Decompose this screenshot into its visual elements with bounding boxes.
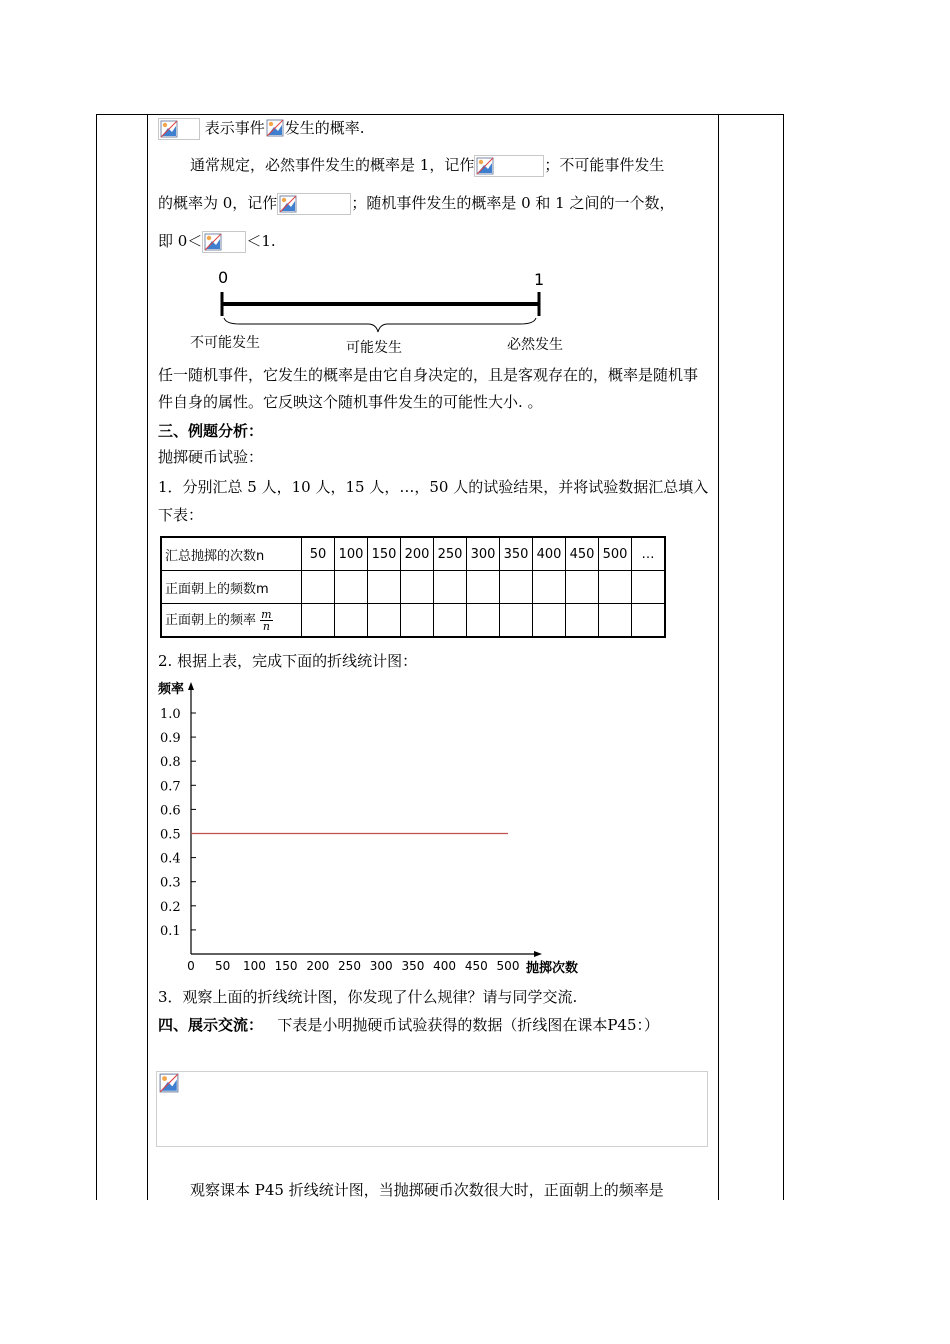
chart-x-tick-label: 500: [496, 959, 520, 973]
table-row: [161, 604, 665, 638]
table-cell: 150: [368, 537, 401, 571]
table-cell-empty: [632, 571, 666, 604]
table-row-header: 汇总抛掷的次数n: [161, 537, 302, 571]
label-impossible: 不可能发生: [190, 335, 260, 351]
table-cell: 350: [500, 537, 533, 571]
table-cell-empty: [632, 604, 666, 638]
table-cell-empty: [566, 604, 599, 638]
broken-image-icon: [204, 233, 222, 251]
chart-x-tick-label: 0: [187, 959, 195, 973]
chart-y-tick-label: 0.1: [160, 923, 181, 939]
heading-example-analysis: 三、例题分析：: [158, 422, 264, 440]
chart-y-tick-label: 0.2: [160, 899, 181, 915]
table-cell-empty: [467, 571, 500, 604]
line-4: [158, 228, 710, 254]
chart-x-tick-label: 100: [242, 959, 266, 973]
formula-image-placeholder: [158, 118, 200, 140]
text-l1-b: 发生的概率.: [284, 119, 365, 137]
text-l3-b: ；随机事件发生的概率是 0 和 1 之间的一个数，: [351, 194, 675, 212]
column-divider-right: [718, 114, 719, 1200]
table-cell: 200: [401, 537, 434, 571]
text-last-line: 观察课本 P45 折线统计图，当抛掷硬币次数很大时，正面朝上的频率是: [190, 1181, 664, 1199]
fraction-m-over-n: $\frac{m}{n}$: [261, 607, 272, 633]
broken-image-icon: [266, 119, 284, 137]
text-l2-b: ；不可能事件发生: [544, 156, 665, 174]
formula-image-placeholder: [265, 118, 285, 140]
chart-x-tick-label: 150: [274, 959, 298, 973]
chart-y-tick-label: 0.4: [160, 851, 181, 867]
chart-y-tick-label: 0.6: [160, 803, 181, 819]
table-cell: 100: [335, 537, 368, 571]
formula-image-placeholder: [277, 193, 351, 215]
table-cell: 450: [566, 537, 599, 571]
chart-x-tick-label: 400: [433, 959, 457, 973]
text-l2-a: 通常规定，必然事件发生的概率是 1，记作: [190, 156, 475, 174]
table-cell-empty: [599, 571, 632, 604]
heading-show-exchange: 四、展示交流：: [158, 1016, 264, 1034]
chart-y-tick-label: 0.7: [160, 779, 181, 795]
table-cell-empty: [500, 604, 533, 638]
table-cell-empty: [302, 571, 335, 604]
chart-y-tick-label: 1.0: [160, 707, 181, 722]
table-cell-empty: [533, 604, 566, 638]
column-divider-left: [147, 114, 148, 1200]
table-row-header: 正面朝上的频率 $\frac{m}{n}$: [161, 604, 302, 638]
number-line-label-1: 1: [534, 270, 545, 289]
chart-x-tick-label: 350: [401, 959, 425, 973]
table-cell-empty: [500, 571, 533, 604]
formula-image-placeholder: [474, 155, 544, 177]
table-cell-empty: [335, 604, 368, 638]
table-row-header: 正面朝上的频数m: [161, 571, 302, 604]
text-item-1: 1．分别汇总 5 人，10 人，15 人，…，50 人的试验结果，并将试验数据汇总填入下表：: [158, 478, 709, 524]
table-cell-empty: [401, 604, 434, 638]
chart-x-tick-label: 450: [464, 959, 488, 973]
chart-y-tick-label: 0.8: [160, 755, 181, 771]
data-image-placeholder: [156, 1071, 708, 1147]
table-cell-empty: [467, 604, 500, 638]
table-row: [161, 571, 665, 604]
text-item-2: 2. 根据上表，完成下面的折线统计图：: [158, 652, 418, 670]
label-certain: 必然发生: [507, 337, 563, 353]
text-show-exchange: 下表是小明抛硬币试验获得的数据（折线图在课本P45：）: [277, 1016, 660, 1034]
text-l3-a: 的概率为 0，记作: [158, 194, 278, 212]
broken-image-icon: [160, 120, 178, 138]
table-cell: 250: [434, 537, 467, 571]
probability-number-line: [180, 262, 600, 362]
text-l4-b: ＜1.: [246, 232, 276, 250]
table-cell: 500: [599, 537, 632, 571]
y-axis-arrow-icon: [188, 682, 194, 690]
chart-y-tick-label: 0.3: [160, 875, 181, 891]
table-cell-empty: [599, 604, 632, 638]
frequency-line-chart: [150, 676, 590, 978]
text-coin-experiment: 抛掷硬币试验：: [158, 448, 264, 466]
paragraph-probability-property: 任一随机事件，它发生的概率是由它自身决定的，且是客观存在的，概率是随机事件自身的属性。它反映这个随机事件发生的可能性大小. 。: [158, 366, 699, 411]
broken-image-icon: [159, 1073, 179, 1093]
table-cell-empty: [335, 571, 368, 604]
chart-x-tick-label: 50: [215, 959, 231, 973]
table-cell: 300: [467, 537, 500, 571]
chart-x-tick-label: 250: [338, 959, 361, 973]
table-cell-empty: [401, 571, 434, 604]
x-axis-arrow-icon: [534, 951, 542, 957]
number-line-brace: [224, 318, 536, 332]
chart-y-label: 频率: [158, 682, 185, 697]
table-cell-empty: [434, 571, 467, 604]
table-row: [161, 537, 665, 571]
line-3: [158, 190, 710, 216]
label-possible: 可能发生: [346, 340, 402, 356]
table-cell: 50: [302, 537, 335, 571]
table-cell-empty: [533, 571, 566, 604]
formula-image-placeholder: [202, 231, 246, 253]
table-cell-empty: [566, 571, 599, 604]
text-item-3: 3．观察上面的折线统计图，你发现了什么规律？请与同学交流.: [158, 988, 578, 1006]
line-1: [158, 116, 710, 140]
text-l1-a: 表示事件: [204, 119, 265, 137]
text-l4-a: 即 0＜: [158, 232, 203, 250]
table-cell: 400: [533, 537, 566, 571]
table-cell-empty: [302, 604, 335, 638]
broken-image-icon: [279, 195, 297, 213]
chart-y-tick-label: 0.5: [160, 827, 181, 843]
number-line-label-0: 0: [218, 268, 229, 287]
table-cell: …: [632, 537, 666, 571]
chart-x-tick-label: 300: [369, 959, 393, 973]
chart-x-label: 抛掷次数: [526, 961, 579, 976]
chart-x-tick-label: 200: [306, 959, 330, 973]
table-cell-empty: [368, 604, 401, 638]
line-2: [158, 152, 710, 178]
broken-image-icon: [476, 157, 494, 175]
frequency-table: [160, 536, 666, 638]
table-cell-empty: [368, 571, 401, 604]
chart-y-tick-label: 0.9: [160, 731, 181, 747]
section-show-exchange: [158, 1012, 710, 1038]
table-cell-empty: [434, 604, 467, 638]
